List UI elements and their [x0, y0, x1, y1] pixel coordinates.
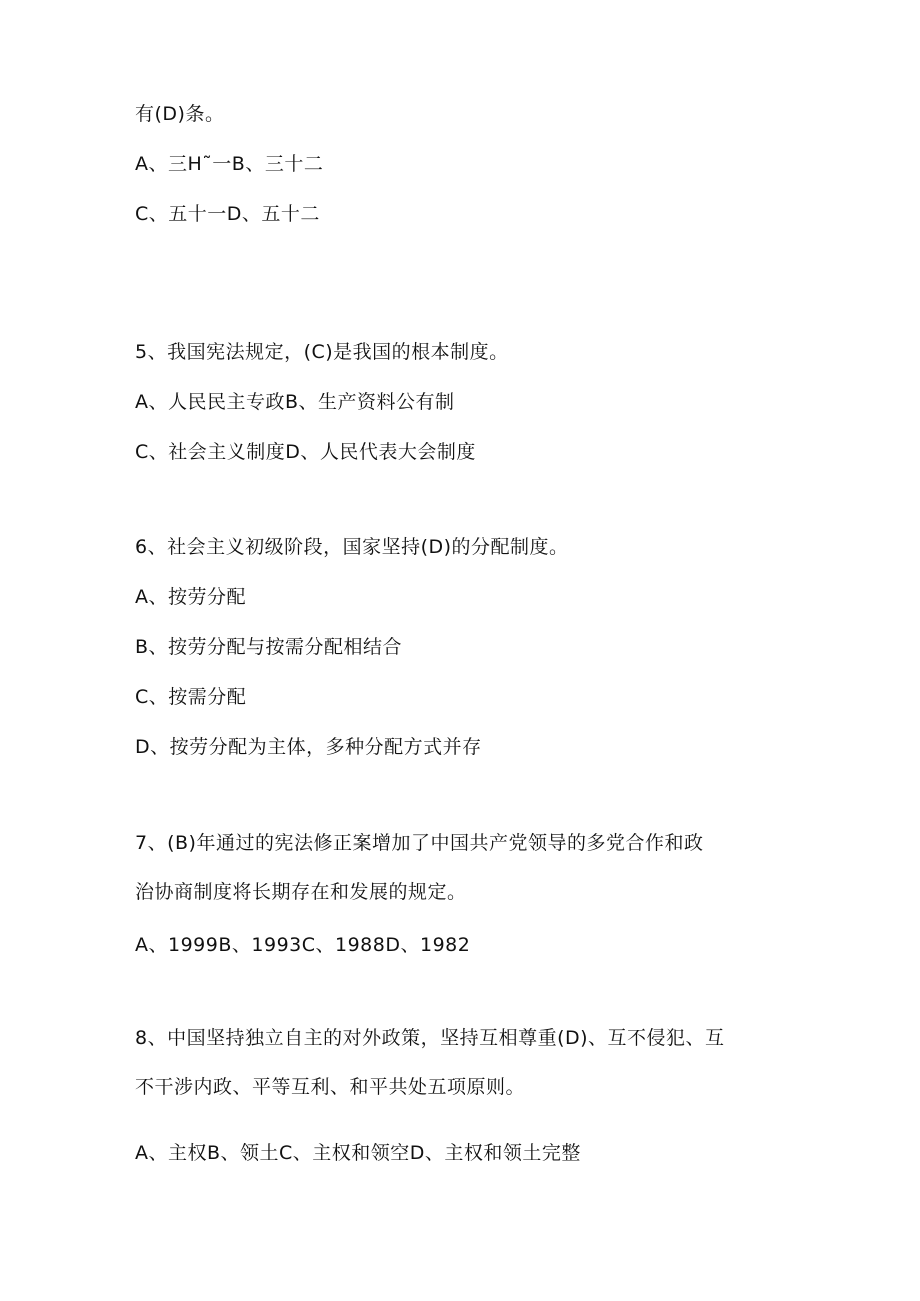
- question-7-stem-line-2: 治协商制度将长期存在和发展的规定。: [135, 881, 467, 903]
- question-6-option-b: B、按劳分配与按需分配相结合: [135, 636, 403, 658]
- question-7-options: A、1999B、1993C、1988D、1982: [135, 934, 471, 956]
- question-6-option-a: A、按劳分配: [135, 586, 246, 608]
- question-7-stem-line-1: 7、(B)年通过的宪法修正案增加了中国共产党领导的多党合作和政: [135, 832, 704, 854]
- question-8-options: A、主权B、领土C、主权和领空D、主权和领土完整: [135, 1142, 581, 1164]
- question-8-stem-line-1: 8、中国坚持独立自主的对外政策，坚持互相尊重(D)、互不侵犯、互: [135, 1027, 725, 1049]
- question-4-options-ab: A、三H˜一B、三十二: [135, 153, 324, 175]
- question-6-stem: 6、社会主义初级阶段，国家坚持(D)的分配制度。: [135, 536, 569, 558]
- question-5-options-cd: C、社会主义制度D、人民代表大会制度: [135, 441, 476, 463]
- question-8-stem-line-2: 不干涉内政、平等互利、和平共处五项原则。: [135, 1076, 526, 1098]
- question-6-option-d: D、按劳分配为主体，多种分配方式并存: [135, 736, 482, 758]
- question-5-stem: 5、我国宪法规定，(C)是我国的根本制度。: [135, 341, 509, 363]
- question-6-option-c: C、按需分配: [135, 686, 247, 708]
- question-4-options-cd: C、五十一D、五十二: [135, 203, 320, 225]
- question-5-options-ab: A、人民民主专政B、生产资料公有制: [135, 391, 455, 413]
- question-4-stem-continuation: 有(D)条。: [135, 103, 225, 125]
